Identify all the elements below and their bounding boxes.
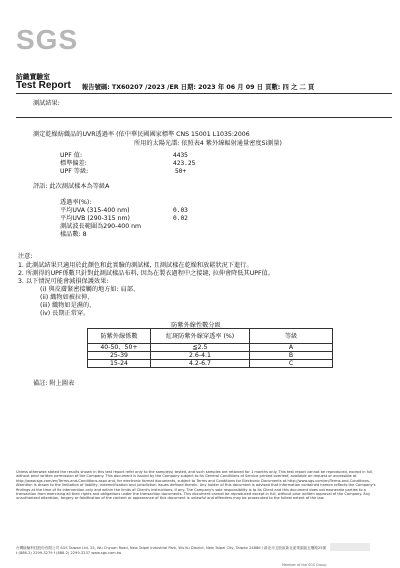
table-row (88, 344, 333, 352)
table-cell: B (250, 352, 333, 360)
note-item: 2. 所測得的UPF係數只針對此測試樣品布料, 因為在製衣過程中之接縫, 拉伸會降低其UPF值。 (18, 270, 274, 277)
sgs-logo: SGS (16, 24, 79, 55)
std-dev-value: 423.25 (173, 160, 196, 167)
remark: 備註: 附上圖表 (33, 380, 75, 387)
method-line-2: 所用的太陽光譜: 依照表4 紫外線輻射通量密度Si測量) (134, 140, 282, 147)
table-cell: A (250, 344, 333, 352)
table-cell: C (250, 360, 333, 368)
signature-stamp (330, 543, 370, 551)
section-divider (16, 117, 392, 118)
report-meta: 報告號碼: TX60207 /2023 /ER 日期: 2023 年 06 月 09 日 頁數: 四 之 二 頁 (82, 84, 315, 91)
transmittance-heading: 透過率(%): (60, 199, 92, 206)
company-address: SGS Taiwan Ltd. 25, Wu Chyuan Road, New Taipei Industrial Park, Wu Ku District, New Taipei City, Taiwan 24886 / 新北市五股區新北產業園區五權路25號 (60, 546, 327, 550)
table-row (88, 352, 333, 360)
table-cell: 15-24 (88, 360, 151, 368)
footer-disclaimer: Unless otherwise stated the results shown in this test report refer only to the sample(s) tested, and such samples are retained for 1 months only. This test report cannot be reproduced, except in full, without prior written permission of the Company. This document is issued by the Company subject to its General Conditions of Service printed overleaf, available on request or accessible at http://www.sgs.com/en/Terms-and-Conditions.aspx and, for electronic format documents, subject to Terms and Conditions for Electronic Documents at http://www.sgs.com/en/Terms-and-Conditions. Attention is drawn to the limitation of liability, indemnification and jurisdiction issues defined therein. Any holder of this document is advised that information contained hereon reflects the Company's findings at the time of its intervention only and within the limits of Client's instructions, if any. The Company's sole responsibility is to its Client and this document does not exonerate parties to a transaction from exercising all their rights and obligations under the transaction documents. This document cannot be reproduced except in full, without prior written approval of the Company. Any unauthorized alteration, forgery or falsification of the content or appearance of this document is unlawful and offenders may be prosecuted to the fullest extent of the law. (16, 470, 376, 501)
table-header: 防紫外線係數 (88, 329, 151, 344)
notes-heading: 注意: (18, 253, 33, 260)
table-title: 防紫外線性數分級 (171, 322, 221, 329)
uva-label: 平均UVA (315-400 nm) (60, 207, 130, 214)
footer-contact: t (886-2) 2299-3279 f (886-2) 2299-3237 www.sgs.com.tw (16, 551, 122, 555)
company-name: 台灣檢驗科技股份有限公司 (16, 546, 60, 550)
table-cell: ≦2.5 (151, 344, 250, 352)
table-row (88, 360, 333, 368)
header-divider (16, 93, 392, 94)
upf-value-label: UPF 值: (60, 152, 83, 159)
uvb-label: 平均UVB (290-315 nm) (60, 215, 130, 222)
note-sub-item: (iii) 織物如是濕的、 (40, 302, 96, 309)
method-line-1: 測定乾燥紡織品的UVR透過率 (依中華民國國家標準 CNS 15001 L1035:2006 (33, 131, 250, 138)
table-cell: 25-39 (88, 352, 151, 360)
table-cell: 2.6-4.1 (151, 352, 250, 360)
report-title: Test Report (16, 80, 71, 91)
results-heading: 測試結果: (33, 100, 60, 107)
table-header: 等級 (250, 329, 333, 344)
uva-value: 0.03 (173, 207, 188, 214)
table-header: 紅斑防紫外線穿透率 (%) (151, 329, 250, 344)
note-sub-item: (i) 與皮膚緊密接觸的地方如: 肩部、 (40, 286, 140, 293)
table-header-row (88, 329, 333, 344)
upf-grade-value: 50+ (175, 168, 187, 175)
member-line: Member of the SGS Group (282, 563, 327, 567)
table-cell: 40-50、50+ (88, 344, 151, 352)
upf-grade-table (87, 328, 333, 368)
wavelength-range: 測試波長範圍為290-400 nm (60, 223, 142, 230)
note-item: 1. 此測試結果只適用於此顏色和此實驗的測試樣, 且測試樣在乾燥和放鬆狀況下進行。 (18, 262, 253, 269)
lab-name: 紡織實驗室 (16, 73, 50, 81)
uvb-value: 0.02 (173, 215, 188, 222)
note-item: 3. 以下情況可能會減損保護效果: (18, 278, 109, 285)
upf-value: 4435 (173, 152, 188, 159)
sample-count: 樣品數: 8 (60, 231, 87, 238)
report-header (16, 80, 392, 92)
rating-note: 評語: 此次測試樣本為等級A (33, 183, 110, 190)
upf-grade-label: UPF 等級: (60, 168, 89, 175)
note-sub-item: (ii) 織物如被拉伸、 (40, 294, 94, 301)
std-dev-label: 標準偏差: (60, 160, 87, 167)
note-sub-item: (iv) 長期正常穿。 (40, 310, 90, 317)
table-cell: 4.2-6.7 (151, 360, 250, 368)
